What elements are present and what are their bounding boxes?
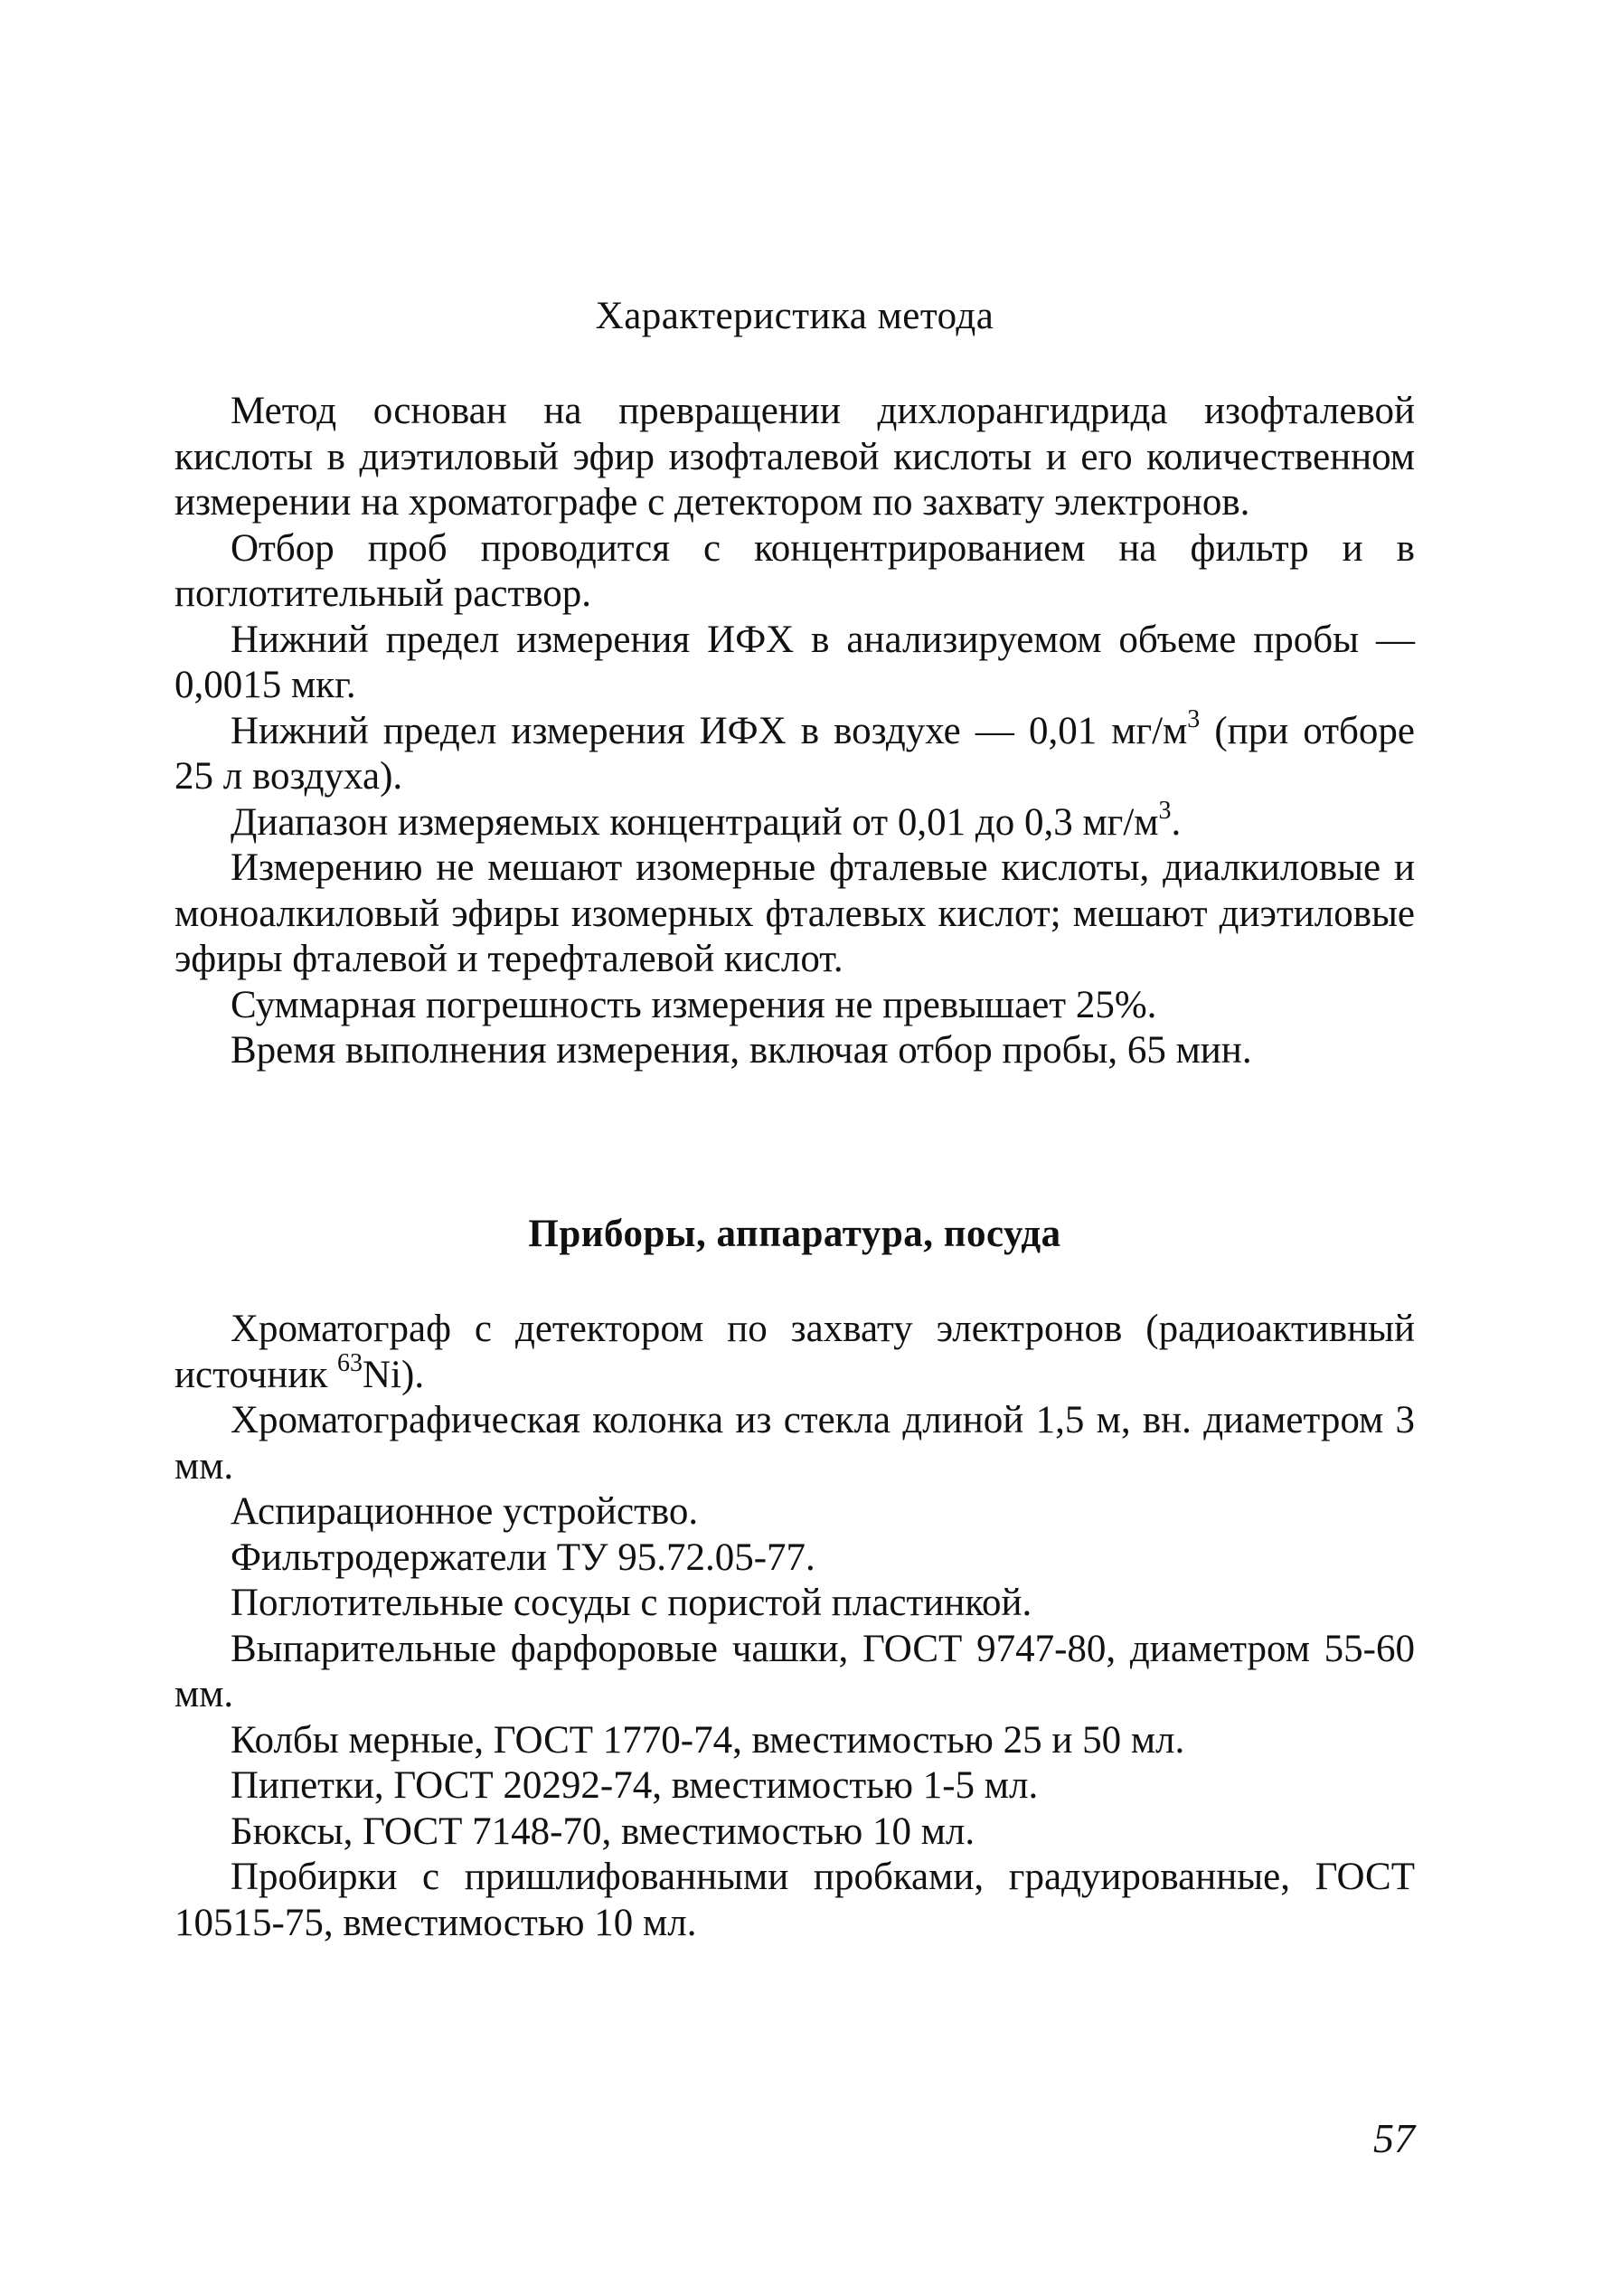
item-pipettes: Пипетки, ГОСТ 20292-74, вместимостью 1-5 мл.: [231, 1764, 1039, 1807]
section-method-characteristics: [174, 389, 1415, 1074]
paragraph-range: [174, 796, 1415, 846]
item-test-tubes: Пробирки с пришлифованными пробками, градуированные, ГОСТ 10515-75, вместимостью 10 мл.: [174, 1856, 1415, 1944]
text-lower-limit-air-tail: (при отборе 25 л воздуха).: [174, 709, 1415, 798]
section-title-method: Характеристика метода: [595, 295, 994, 337]
item-aspirator: Аспирационное устройство.: [231, 1490, 699, 1533]
paragraph-error: Суммарная погрешность измерения не превышает 25%.: [231, 983, 1157, 1026]
text-lower-limit-air: Нижний предел измерения ИФХ в воздухе — 0,01 мг/м: [231, 709, 1188, 752]
paragraph-sampling: Отбор проб проводится с концентрированием на фильтр и в поглотительный раствор.: [174, 526, 1415, 615]
item-absorbers: Поглотительные сосуды с пористой пластинкой.: [231, 1582, 1032, 1624]
section-title-equipment: Приборы, аппаратура, посуда: [528, 1213, 1061, 1255]
paragraph-duration: Время выполнения измерения, включая отбор пробы, 65 мин.: [231, 1029, 1252, 1072]
superscript-isotope: 63: [337, 1348, 363, 1377]
paragraph-method-basis: Метод основан на превращении дихлорангидрида изофталевой кислоты в диэтиловый эфир изофталевой кислоты и его количественном измерении на хроматографе с детектором по захвату электронов.: [174, 390, 1415, 524]
item-filter-holders: Фильтродержатели ТУ 95.72.05-77.: [231, 1535, 815, 1579]
text-chromatograph-tail: Ni).: [363, 1353, 425, 1396]
item-weighing-bottles: Бюксы, ГОСТ 7148-70, вместимостью 10 мл.: [231, 1809, 975, 1853]
page-number: 57: [1373, 2115, 1415, 2161]
superscript-cubic: 3: [1158, 796, 1172, 825]
item-chromatograph: [174, 1307, 1415, 1398]
item-evaporating-dishes: Выпарительные фарфоровые чашки, ГОСТ 9747-80, диаметром 55-60 мм.: [174, 1627, 1415, 1715]
item-volumetric-flasks: Колбы мерные, ГОСТ 1770-74, вместимостью 25 и 50 мл.: [231, 1718, 1185, 1762]
superscript-cubic: 3: [1187, 704, 1201, 733]
paragraph-lower-limit-air: [174, 704, 1415, 800]
text-range: Диапазон измеряемых концентраций от 0,01 до 0,3 мг/м: [231, 800, 1159, 844]
item-column: Хроматографическая колонка из стекла длиной 1,5 м, вн. диаметром 3 мм.: [174, 1399, 1415, 1488]
text-chromatograph: Хроматограф с детектором по захвату электронов (радиоактивный источник: [174, 1308, 1415, 1396]
document-page: [174, 0, 1415, 2296]
paragraph-lower-limit-sample: Нижний предел измерения ИФХ в анализируемом объеме пробы — 0,0015 мкг.: [174, 618, 1415, 706]
paragraph-interference: Измерению не мешают изомерные фталевые кислоты, диалкиловые и моноалкиловый эфиры изомерных фталевых кислот; мешают диэтиловые эфиры фталевой и терефталевой кислот.: [174, 846, 1415, 980]
section-equipment: [174, 1307, 1415, 1946]
text-range-tail: .: [1171, 800, 1182, 844]
